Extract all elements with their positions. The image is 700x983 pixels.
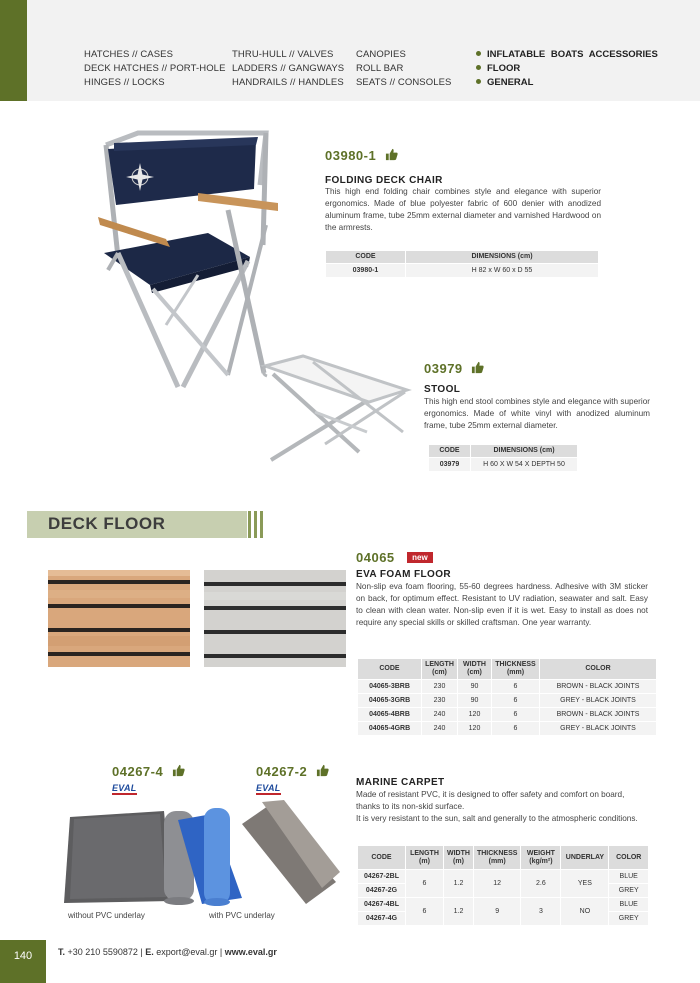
nav-link[interactable]: ROLL BAR xyxy=(356,63,404,74)
table-row xyxy=(358,694,657,708)
table-cell: 6 xyxy=(406,898,444,926)
nav-column-1 xyxy=(84,48,226,90)
thumbs-up-icon xyxy=(316,764,329,777)
table-header: THICKNESS (mm) xyxy=(473,846,520,870)
stool-spec-table xyxy=(428,444,578,472)
table-header: DIMENSIONS (cm) xyxy=(471,445,578,458)
section-stripe xyxy=(248,511,251,538)
section-stripe xyxy=(254,511,257,538)
table-row xyxy=(358,722,657,736)
table-row xyxy=(326,264,599,278)
table-header: CODE xyxy=(358,659,422,680)
stool-image xyxy=(255,352,415,467)
bullet-icon xyxy=(476,79,481,84)
nav-link-active[interactable]: INFLATABLE BOATS ACCESSORIES xyxy=(476,48,658,62)
nav-link[interactable]: DECK HATCHES // PORT-HOLE xyxy=(84,63,226,74)
table-cell: 1.2 xyxy=(444,870,474,898)
image-caption: without PVC underlay xyxy=(68,911,145,920)
eval-logo: EVAL xyxy=(256,783,281,793)
table-header: CODE xyxy=(358,846,406,870)
table-cell: BLUE xyxy=(609,898,649,912)
table-cell: YES xyxy=(561,870,609,898)
header-accent-bar xyxy=(0,0,27,101)
table-cell: 90 xyxy=(458,694,492,708)
chair-heading xyxy=(325,147,398,165)
thumbs-up-icon xyxy=(471,361,484,374)
table-cell: H 60 X W 54 X DEPTH 50 xyxy=(471,458,578,472)
table-cell: 240 xyxy=(422,708,458,722)
email-label: E. xyxy=(145,947,154,957)
nav-link[interactable]: SEATS // CONSOLES xyxy=(356,77,452,88)
page-number: 140 xyxy=(13,950,33,962)
table-cell: 230 xyxy=(422,694,458,708)
nav-link[interactable]: THRU-HULL // VALVES xyxy=(232,49,334,60)
table-header: WIDTH (m) xyxy=(444,846,474,870)
website-link[interactable]: www.eval.gr xyxy=(224,947,277,957)
eva-heading xyxy=(356,549,433,567)
section-stripe xyxy=(260,511,263,538)
product-code: 03980-1 xyxy=(325,148,377,163)
table-cell: BROWN - BLACK JOINTS xyxy=(540,680,657,694)
carpet-a-heading xyxy=(112,763,185,781)
table-cell: 03979 xyxy=(429,458,471,472)
product-description: Made of resistant PVC, it is designed to offer safety and comfort on board, thanks to its non-skid surface. xyxy=(356,790,625,811)
footer-contact: T. +30 210 5590872 | E. export@eval.gr | www.eval.gr xyxy=(58,947,277,957)
table-cell: 6 xyxy=(492,722,540,736)
nav-link-active[interactable]: FLOOR xyxy=(476,62,658,76)
table-cell: 04267-4G xyxy=(358,912,406,926)
brown-floor-swatch xyxy=(48,570,190,667)
table-cell: 6 xyxy=(406,870,444,898)
table-header: DIMENSIONS (cm) xyxy=(406,251,599,264)
table-cell: GREY - BLACK JOINTS xyxy=(540,722,657,736)
table-cell: NO xyxy=(561,898,609,926)
table-header: WEIGHT (kg/m²) xyxy=(521,846,561,870)
nav-link[interactable]: HANDRAILS // HANDLES xyxy=(232,77,344,88)
table-cell: 240 xyxy=(422,722,458,736)
phone-number[interactable]: +30 210 5590872 xyxy=(67,947,138,957)
table-cell: 6 xyxy=(492,680,540,694)
table-cell: 04065-4BRB xyxy=(358,708,422,722)
eval-logo: EVAL xyxy=(112,783,137,793)
table-cell: 04267-2BL xyxy=(358,870,406,884)
table-header: CODE xyxy=(429,445,471,458)
thumbs-up-icon xyxy=(172,764,185,777)
new-badge: new xyxy=(407,552,433,563)
nav-link[interactable]: CANOPIES xyxy=(356,49,406,60)
nav-link[interactable]: HINGES // LOCKS xyxy=(84,77,165,88)
table-cell: BLUE xyxy=(609,870,649,884)
product-description: This high end folding chair combines style and elegance with superior ergonomics. Made of blue polyester fabric of 600 denier with anodized aluminum frame, tube 25mm external diameter and varnished Hardwood on the armrests. xyxy=(325,187,601,232)
table-cell: 04267-2G xyxy=(358,884,406,898)
grey-floor-swatch xyxy=(204,570,346,667)
table-header: COLOR xyxy=(540,659,657,680)
table-cell: 04065-4GRB xyxy=(358,722,422,736)
product-code: 03979 xyxy=(424,361,463,376)
product-description: This high end stool combines style and elegance with superior ergonomics. Made of white vinyl with anodized aluminum frame, tube 25mm external diameter. xyxy=(424,397,650,430)
table-row xyxy=(358,680,657,694)
table-header: COLOR xyxy=(609,846,649,870)
table-cell: GREY - BLACK JOINTS xyxy=(540,694,657,708)
table-cell: 04065-3GRB xyxy=(358,694,422,708)
email-link[interactable]: export@eval.gr xyxy=(156,947,218,957)
nav-link-active[interactable]: GENERAL xyxy=(476,76,658,90)
table-row xyxy=(358,870,649,884)
table-cell: 2.6 xyxy=(521,870,561,898)
product-name: FOLDING DECK CHAIR xyxy=(325,175,443,186)
table-cell: 120 xyxy=(458,708,492,722)
product-description: It is very resistant to the sun, salt and generally to the atmospheric conditions. xyxy=(356,814,638,823)
carpet-b-heading xyxy=(256,763,329,781)
product-description: Non-slip eva foam flooring, 55-60 degrees hardness. Adhesive with 3M sticker on back, for optimum effect. Resistant to UV radiation, seawater and salt. Easy to clean with clean water. Non-slip even if it is wet. Easy to install as does not require any special skills or skilled craftsman. One year warranty. xyxy=(356,582,648,627)
folding-chair-image xyxy=(78,125,283,395)
table-cell: 6 xyxy=(492,708,540,722)
table-cell: 12 xyxy=(473,870,520,898)
table-header: LENGTH (m) xyxy=(406,846,444,870)
bullet-icon xyxy=(476,51,481,56)
table-cell: H 82 x W 60 x D 55 xyxy=(406,264,599,278)
table-cell: GREY xyxy=(609,884,649,898)
table-row xyxy=(358,708,657,722)
nav-column-3 xyxy=(356,48,452,90)
table-cell: BROWN - BLACK JOINTS xyxy=(540,708,657,722)
table-header: UNDERLAY xyxy=(561,846,609,870)
nav-column-2 xyxy=(232,48,344,90)
table-cell: 6 xyxy=(492,694,540,708)
table-cell: 04065-3BRB xyxy=(358,680,422,694)
carpet-spec-table xyxy=(357,845,649,926)
image-caption: with PVC underlay xyxy=(209,911,275,920)
table-cell: GREY xyxy=(609,912,649,926)
table-cell: 03980-1 xyxy=(326,264,406,278)
eva-spec-table xyxy=(357,658,657,736)
table-header: CODE xyxy=(326,251,406,264)
nav-link[interactable]: LADDERS // GANGWAYS xyxy=(232,63,345,74)
table-cell: 3 xyxy=(521,898,561,926)
product-name: MARINE CARPET xyxy=(356,777,445,788)
chair-spec-table xyxy=(325,250,599,278)
table-cell: 1.2 xyxy=(444,898,474,926)
section-title: DECK FLOOR xyxy=(48,514,166,533)
nav-link[interactable]: HATCHES // CASES xyxy=(84,49,174,60)
table-header: WIDTH (cm) xyxy=(458,659,492,680)
product-name: STOOL xyxy=(424,384,461,395)
table-cell: 90 xyxy=(458,680,492,694)
bullet-icon xyxy=(476,65,481,70)
stool-heading xyxy=(424,360,484,378)
thumbs-up-icon xyxy=(385,148,398,161)
table-row xyxy=(429,458,578,472)
table-cell: 230 xyxy=(422,680,458,694)
table-header: THICKNESS (mm) xyxy=(492,659,540,680)
nav-column-active xyxy=(476,48,658,90)
carpet-roll-blue-grey-image xyxy=(172,800,344,908)
product-code: 04065 xyxy=(356,550,395,565)
table-row xyxy=(358,898,649,912)
table-cell: 9 xyxy=(473,898,520,926)
phone-label: T. xyxy=(58,947,66,957)
table-cell: 120 xyxy=(458,722,492,736)
product-name: EVA FOAM FLOOR xyxy=(356,569,452,580)
product-code: 04267-4 xyxy=(112,764,164,779)
table-cell: 04267-4BL xyxy=(358,898,406,912)
table-header: LENGTH (cm) xyxy=(422,659,458,680)
product-code: 04267-2 xyxy=(256,764,308,779)
